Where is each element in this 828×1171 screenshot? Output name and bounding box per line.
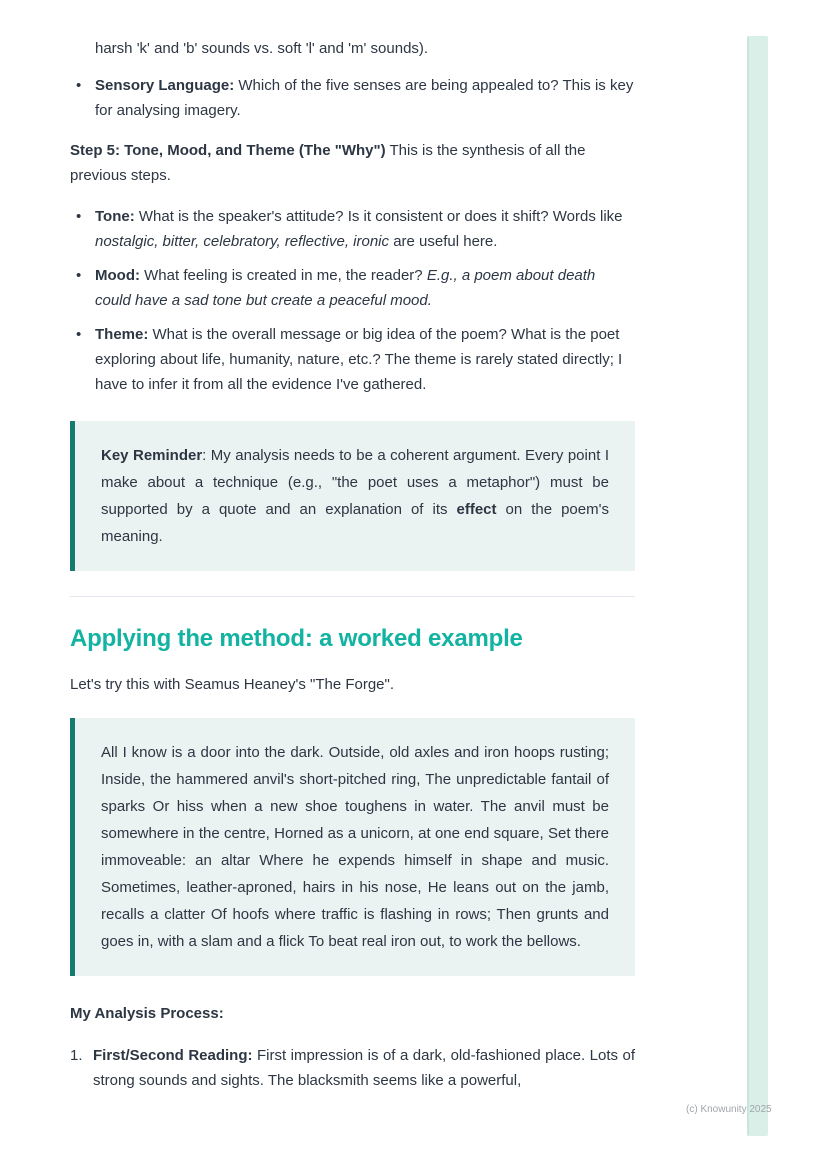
list-item-theme	[70, 322, 635, 397]
bullet-list-tone-mood-theme	[70, 204, 635, 397]
key-reminder-callout	[70, 421, 635, 571]
analysis-process-heading: My Analysis Process:	[70, 1005, 224, 1022]
key-reminder-bold-word: effect	[456, 501, 497, 518]
list-item-text	[93, 1047, 635, 1089]
step5-label: Step 5: Tone, Mood, and Theme (The "Why")	[70, 142, 386, 159]
section-heading: Applying the method: a worked example	[70, 625, 523, 652]
section-intro-paragraph: Let's try this with Seamus Heaney's "The Forge".	[70, 676, 395, 693]
watermark: (c) Knowunity 2025	[686, 1104, 772, 1115]
term-label: Mood:	[95, 267, 140, 284]
bullet-marker: •	[76, 326, 82, 343]
term-description-end: are useful here.	[389, 233, 498, 250]
list-item-sensory-language	[70, 73, 635, 123]
document-content	[70, 36, 635, 1093]
term-description: What is the overall message or big idea of the poem? What is the poet exploring about life, humanity, nature, etc.? The theme is rarely stated directly; I have to infer it from all the evidence I've gathered.	[95, 326, 623, 393]
term-label: Tone:	[95, 208, 135, 225]
analysis-numbered-list	[70, 1043, 635, 1093]
term-description: What is the speaker's attitude? Is it consistent or does it shift? Words like	[134, 208, 623, 225]
list-number: 1.	[70, 1047, 83, 1064]
list-item-first-second-reading	[70, 1043, 635, 1093]
term-label: Sensory Language:	[95, 77, 235, 94]
term-description: Which of the five senses are being appealed to? This is key for analysing imagery.	[95, 77, 634, 119]
term-italic: E.g., a poem about death could have a sad tone but create a peaceful mood.	[95, 267, 596, 309]
bullet-marker: •	[76, 267, 82, 284]
page-edge-strip	[747, 36, 768, 1136]
poem-quote-callout: All I know is a door into the dark. Outside, old axles and iron hoops rusting; Inside, the hammered anvil's short-pitched ring, The unpredictable fantail of sparks Or hiss when a new shoe toughens in water. The anvil must be somewhere in the centre, Horned as a unicorn, at one end square, Set there immoveable: an altar Where he expends himself in shape and music. Sometimes, leather-aproned, hairs in his nose, He leans out on the jamb, recalls a clatter Of hoofs where traffic is flashing in rows; Then grunts and goes in, with a slam and a flick To beat real iron out, to work the bellows.	[70, 718, 635, 976]
section-divider	[70, 596, 635, 597]
term-description: What feeling is created in me, the reader?	[139, 267, 427, 284]
term-label: Theme:	[95, 326, 149, 343]
key-reminder-text: : My analysis needs to be a coherent argument. Every point I make about a technique (e.g., "the poet uses a metaphor") must be supported by a quote and an explanation of its	[101, 447, 609, 518]
list-item-tone	[70, 204, 635, 254]
list-item-text	[95, 326, 622, 393]
key-reminder-text-end: on the poem's meaning.	[101, 501, 609, 545]
term-italic: nostalgic, bitter, celebratory, reflective, ironic	[95, 233, 390, 250]
term-label: First/Second Reading:	[93, 1047, 253, 1064]
list-item-text	[95, 77, 633, 119]
list-item-text	[95, 208, 623, 250]
list-item-text	[95, 267, 595, 309]
bullet-marker: •	[76, 77, 82, 94]
key-reminder-label: Key Reminder	[101, 447, 203, 464]
bullet-list-sound-analysis	[70, 73, 635, 123]
bullet-marker: •	[76, 208, 82, 225]
paragraph-step5	[70, 138, 635, 188]
paragraph-continuation: harsh 'k' and 'b' sounds vs. soft 'l' and 'm' sounds).	[95, 40, 429, 57]
step5-text: This is the synthesis of all the previous steps.	[70, 142, 586, 184]
list-item-mood	[70, 263, 635, 313]
term-description: First impression is of a dark, old-fashioned place. Lots of strong sounds and sights. The blacksmith seems like a powerful,	[93, 1047, 635, 1089]
